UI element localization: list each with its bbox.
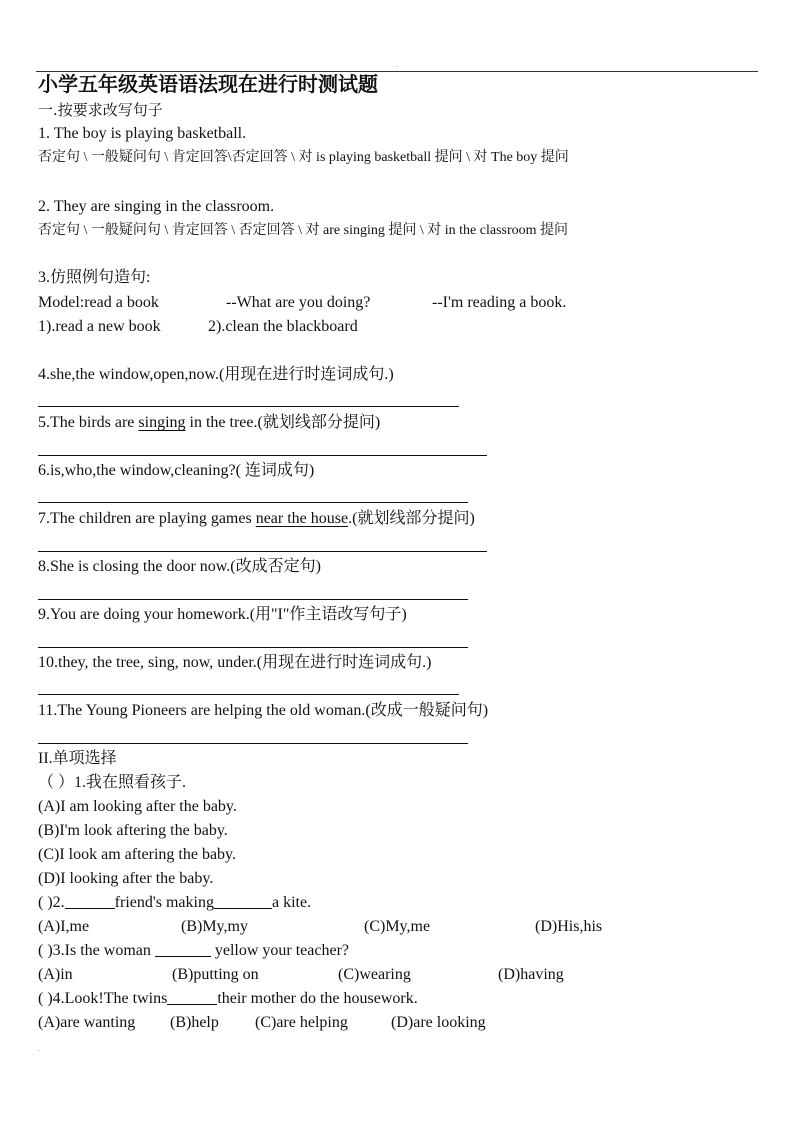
mc1-option-b: (B)I'm look aftering the baby. (38, 822, 228, 839)
q1-instruction: 否定句 \ 一般疑问句 \ 肯定回答\否定回答 \ 对 is playing basketball 提问 \ 对 The boy 提问 (38, 150, 569, 165)
footer-dot: . (38, 1044, 40, 1053)
mc1-stem: （ ）1.我在照看孩子. (38, 774, 187, 791)
mc2-option-d: (D)His,his (535, 918, 603, 935)
q7-text (38, 509, 475, 529)
q11-text: 11.The Young Pioneers are helping the old woman.(改成一般疑问句) (38, 702, 489, 719)
q3-model-b: --What are you doing? (226, 294, 371, 311)
mc3-option-d: (D)having (498, 966, 564, 983)
mc3-stem-post: yellow your teacher? (210, 942, 350, 959)
mc2-blank-2[interactable] (214, 894, 272, 909)
q3-heading: 3.仿照例句造句: (38, 269, 151, 286)
mc2-blank-1[interactable] (65, 894, 115, 909)
mc2-stem-mid: friend's making (114, 894, 214, 911)
mc1-option-a: (A)I am looking after the baby. (38, 798, 237, 815)
mc4-option-d: (D)are looking (391, 1014, 486, 1031)
q7-pre: 7.The children are playing games (38, 510, 256, 527)
mc1-option-c: (C)I look am aftering the baby. (38, 846, 237, 863)
mc2-option-b: (B)My,my (181, 918, 248, 935)
mc4-option-b: (B)help (170, 1014, 219, 1031)
mc4-stem-pre: ( )4.Look!The twins (38, 990, 168, 1007)
header-dot: . (396, 60, 398, 69)
q7-post: .(就划线部分提问) (348, 510, 475, 527)
q5-underlined: singing (138, 414, 186, 431)
q3-item2: 2).clean the blackboard (208, 318, 358, 335)
q7-answer-line[interactable] (38, 551, 487, 552)
q5-answer-line[interactable] (38, 455, 487, 456)
section1-heading: 一.按要求改写句子 (38, 101, 163, 119)
q8-text: 8.She is closing the door now.(改成否定句) (38, 558, 321, 575)
q2-instruction: 否定句 \ 一般疑问句 \ 肯定回答 \ 否定回答 \ 对 are singing 提问 \ 对 in the classroom 提问 (38, 223, 569, 238)
mc4-option-a: (A)are wanting (38, 1014, 136, 1031)
mc4-option-c: (C)are helping (255, 1014, 348, 1031)
mc2-option-a: (A)I,me (38, 918, 90, 935)
q4-text: 4.she,the window,open,now.(用现在进行时连词成句.) (38, 366, 394, 383)
q6-answer-line[interactable] (38, 502, 468, 503)
q3-item1: 1).read a new book (38, 318, 161, 335)
q1-sentence: 1. The boy is playing basketball. (38, 125, 247, 142)
page-title: 小学五年级英语语法现在进行时测试题 (38, 74, 378, 96)
q6-text: 6.is,who,the window,cleaning?( 连词成句) (38, 462, 315, 479)
q4-answer-line[interactable] (38, 406, 459, 407)
q3-model-a: Model:read a book (38, 294, 159, 311)
mc3-stem (38, 941, 349, 961)
mc3-option-b: (B)putting on (172, 966, 259, 983)
mc2-stem-post: a kite. (271, 894, 312, 911)
q8-answer-line[interactable] (38, 599, 468, 600)
q7-underlined: near the house (255, 510, 349, 527)
q3-model-c: --I'm reading a book. (432, 294, 567, 311)
q5-pre: 5.The birds are (38, 414, 139, 431)
mc2-stem (38, 893, 311, 913)
q10-text: 10.they, the tree, sing, now, under.(用现在进行时连词成句.) (38, 654, 432, 671)
section2-heading: II.单项选择 (38, 750, 117, 767)
mc4-stem (38, 989, 418, 1009)
q11-answer-line[interactable] (38, 743, 468, 744)
mc2-stem-pre: ( )2. (38, 894, 65, 911)
q9-answer-line[interactable] (38, 647, 468, 648)
q9-text: 9.You are doing your homework.(用"I"作主语改写句子) (38, 606, 407, 623)
mc4-blank[interactable] (167, 990, 217, 1005)
mc2-option-c: (C)My,me (364, 918, 431, 935)
mc3-stem-pre: ( )3.Is the woman (38, 942, 155, 959)
mc4-stem-post: their mother do the housework. (217, 990, 418, 1007)
mc1-option-d: (D)I looking after the baby. (38, 870, 214, 887)
mc3-option-c: (C)wearing (338, 966, 411, 983)
mc3-option-a: (A)in (38, 966, 73, 983)
q10-answer-line[interactable] (38, 694, 459, 695)
mc3-blank[interactable] (155, 942, 211, 957)
q2-sentence: 2. They are singing in the classroom. (38, 198, 275, 215)
q5-text (38, 413, 380, 433)
q5-post: in the tree.(就划线部分提问) (185, 414, 381, 431)
